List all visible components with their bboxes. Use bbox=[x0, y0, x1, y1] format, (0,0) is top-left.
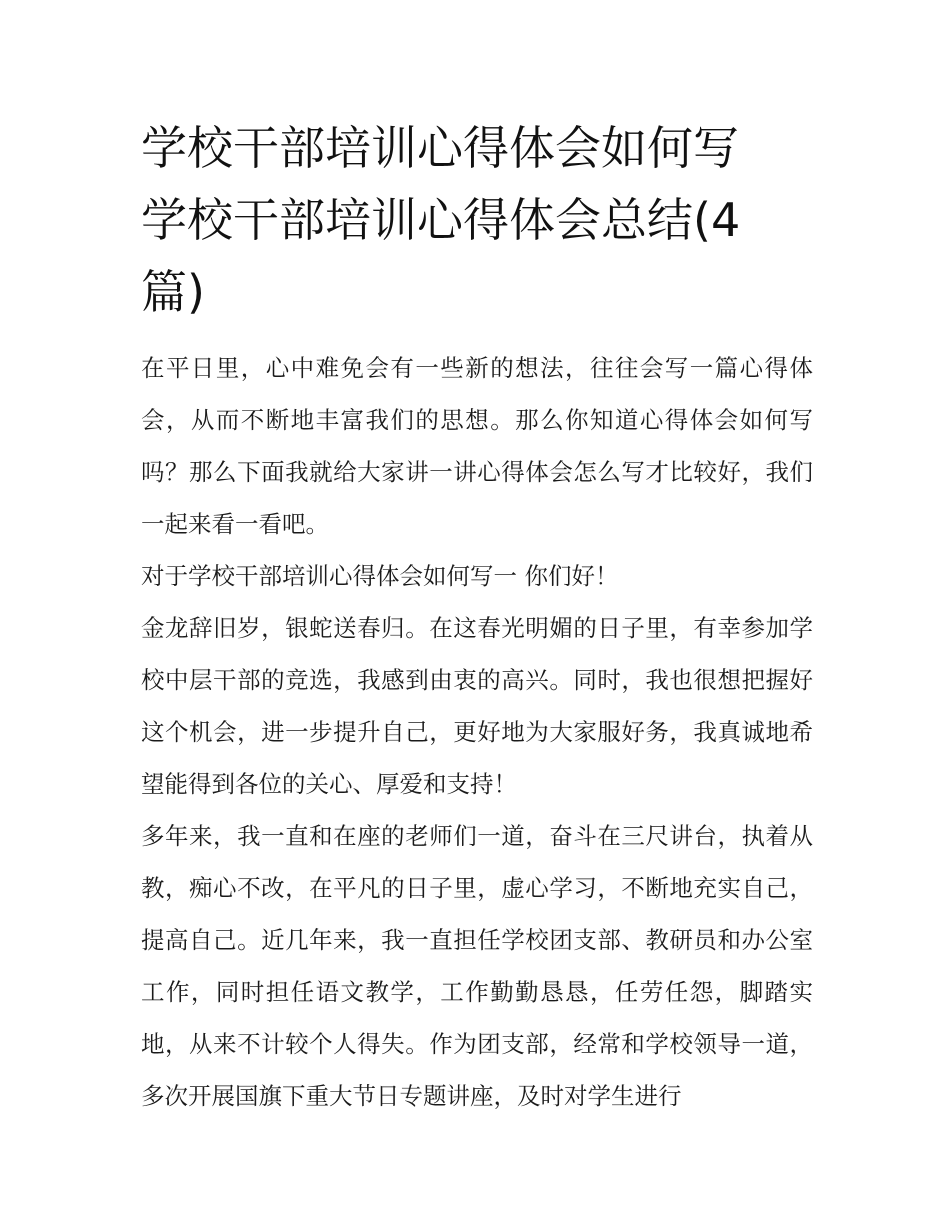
document-body bbox=[141, 112, 813, 1122]
section-heading-paragraph: 对于学校干部培训心得体会如何写一 你们好！ bbox=[141, 562, 619, 590]
title-line: 学校干部培训心得体会总结(4 bbox=[141, 193, 741, 247]
body-paragraph: 金龙辞旧岁，银蛇送春归。在这春光明媚的日子里，有幸参加学校中层干部的竞选，我感到由衷的高兴。同时，我也很想把握好这个机会，进一步提升自己，更好地为大家服好务，我真诚地希望能得到各位的关心、厚爱和支持！ bbox=[141, 614, 813, 798]
body-paragraph: 多年来，我一直和在座的老师们一道，奋斗在三尺讲台，执着从教，痴心不改，在平凡的日子里，虚心学习，不断地充实自己，提高自己。近几年来，我一直担任学校团支部、教研员和办公室工作，同时担任语文教学，工作勤勤恳恳，任劳任怨，脚踏实地，从来不计较个人得失。作为团支部，经常和学校领导一道，多次开展国旗下重大节日专题讲座，及时对学生进行 bbox=[141, 822, 813, 1110]
intro-paragraph: 在平日里，心中难免会有一些新的想法，往往会写一篇心得体会，从而不断地丰富我们的思想。那么你知道心得体会如何写吗？那么下面我就给大家讲一讲心得体会怎么写才比较好，我们一起来看一看吧。 bbox=[141, 354, 813, 538]
title-line: 篇) bbox=[141, 265, 205, 319]
document-title bbox=[141, 112, 813, 342]
title-line: 学校干部培训心得体会如何写 bbox=[141, 121, 739, 175]
